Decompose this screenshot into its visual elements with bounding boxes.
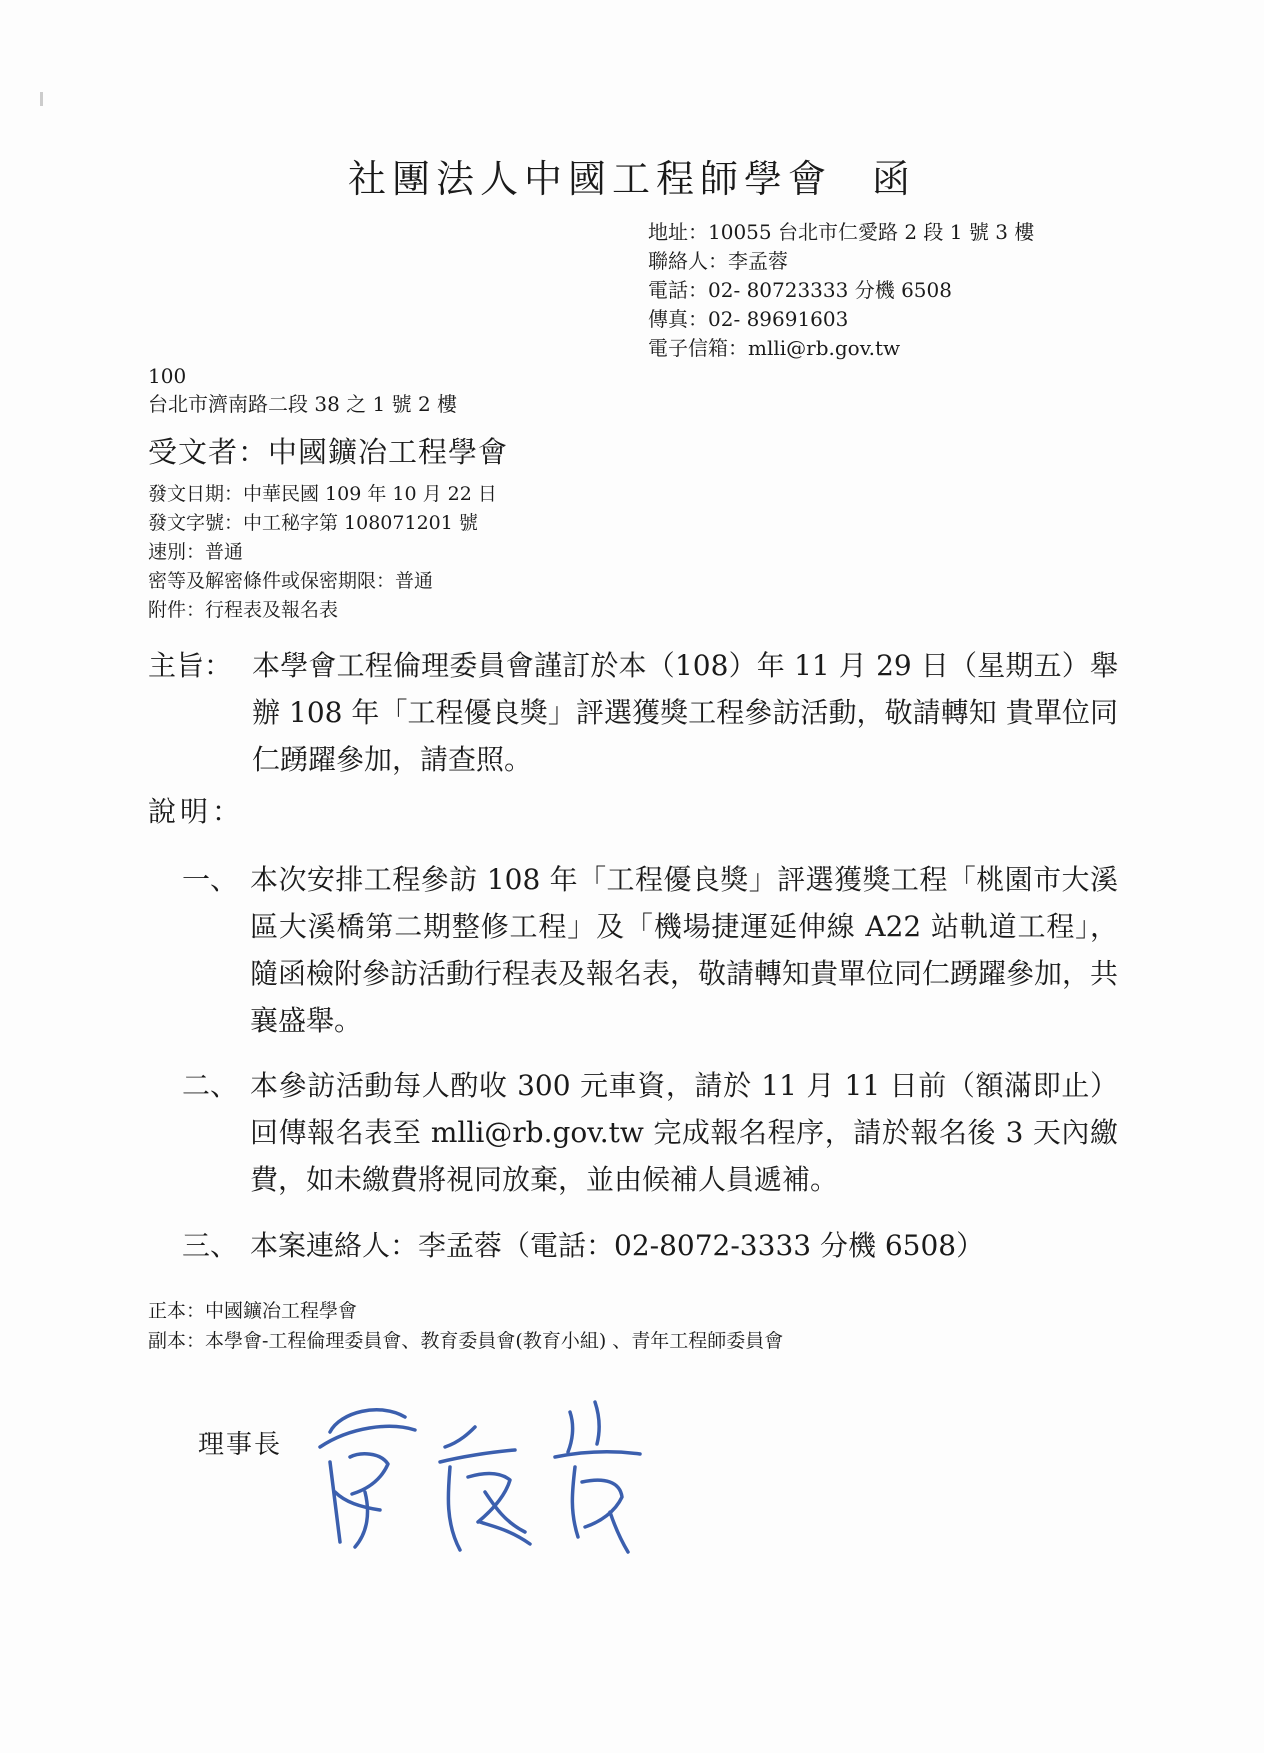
signer-title: 理事長 (198, 1430, 283, 1460)
explanation-label: 說明： (148, 795, 245, 828)
speed-class: 速別：普通 (148, 541, 244, 563)
copy-recipients: 副本：本學會-工程倫理委員會、教育委員會(教育小組) 、青年工程師委員會 (148, 1330, 784, 1352)
recipient-street: 台北市濟南路二段 38 之 1 號 2 樓 (148, 392, 458, 416)
subject-text: 本學會工程倫理委員會謹訂於本（108）年 11 月 29 日（星期五）舉辦 108 年「工程優良獎」評選獲獎工程參訪活動，敬請轉知 貴單位同仁踴躍參加，請查照。 (252, 649, 1118, 776)
item-text: 本次安排工程參訪 108 年「工程優良獎」評選獲獎工程「桃園市大溪區大溪橋第二期整修工程」及「機場捷運延伸線 A22 站軌道工程」，隨函檢附參訪活動行程表及報名表，敬請轉知貴單位同仁踴躍參加，共襄盛舉。 (250, 863, 1119, 1037)
classification: 密等及解密條件或保密期限：普通 (148, 570, 434, 592)
org-name: 社團法人中國工程師學會 (347, 157, 832, 201)
handwritten-signature (310, 1372, 660, 1562)
doc-number: 發文字號：中工秘字第 108071201 號 (148, 512, 478, 534)
item-number: 三、 (182, 1229, 239, 1262)
sender-address: 地址：10055 台北市仁愛路 2 段 1 號 3 樓 (648, 220, 1035, 244)
item-number: 一、 (182, 863, 239, 896)
distribution-block (148, 1296, 783, 1356)
explanation-item (182, 856, 1118, 1044)
letter-title (0, 148, 1264, 203)
attachment: 附件：行程表及報名表 (148, 599, 339, 621)
item-text: 本參訪活動每人酌收 300 元車資，請於 11 月 11 日前（額滿即止）回傳報名表至 mlli@rb.gov.tw 完成報名程序，請於報名後 3 天內繳費，如未繳費將視同放棄，並由候補人員遞補。 (250, 1069, 1118, 1196)
scan-speck (40, 92, 43, 106)
contact-person: 聯絡人：李孟蓉 (648, 249, 788, 273)
contact-email: 電子信箱：mlli@rb.gov.tw (648, 336, 901, 360)
subject-section (148, 642, 1118, 783)
recipient-line: 受文者：中國鑛冶工程學會 (148, 435, 509, 469)
signature-strokes (320, 1402, 640, 1552)
doc-type: 函 (872, 157, 917, 201)
recipient-zip: 100 (148, 364, 187, 388)
subject-label: 主旨： (148, 649, 233, 682)
explanation-item (182, 1062, 1118, 1203)
item-text: 本案連絡人：李孟蓉（電話：02-8072-3333 分機 6508） (250, 1229, 985, 1262)
contact-fax: 傳真：02- 89691603 (648, 307, 849, 331)
issue-date: 發文日期：中華民國 109 年 10 月 22 日 (148, 483, 497, 505)
item-number: 二、 (182, 1069, 239, 1102)
contact-phone: 電話：02- 80723333 分機 6508 (648, 278, 952, 302)
explanation-item (182, 1222, 1118, 1269)
recipient-address-block (148, 362, 457, 418)
sender-contact-block (648, 218, 1034, 363)
document-meta (148, 480, 497, 625)
main-recipient: 正本：中國鑛冶工程學會 (148, 1300, 358, 1322)
